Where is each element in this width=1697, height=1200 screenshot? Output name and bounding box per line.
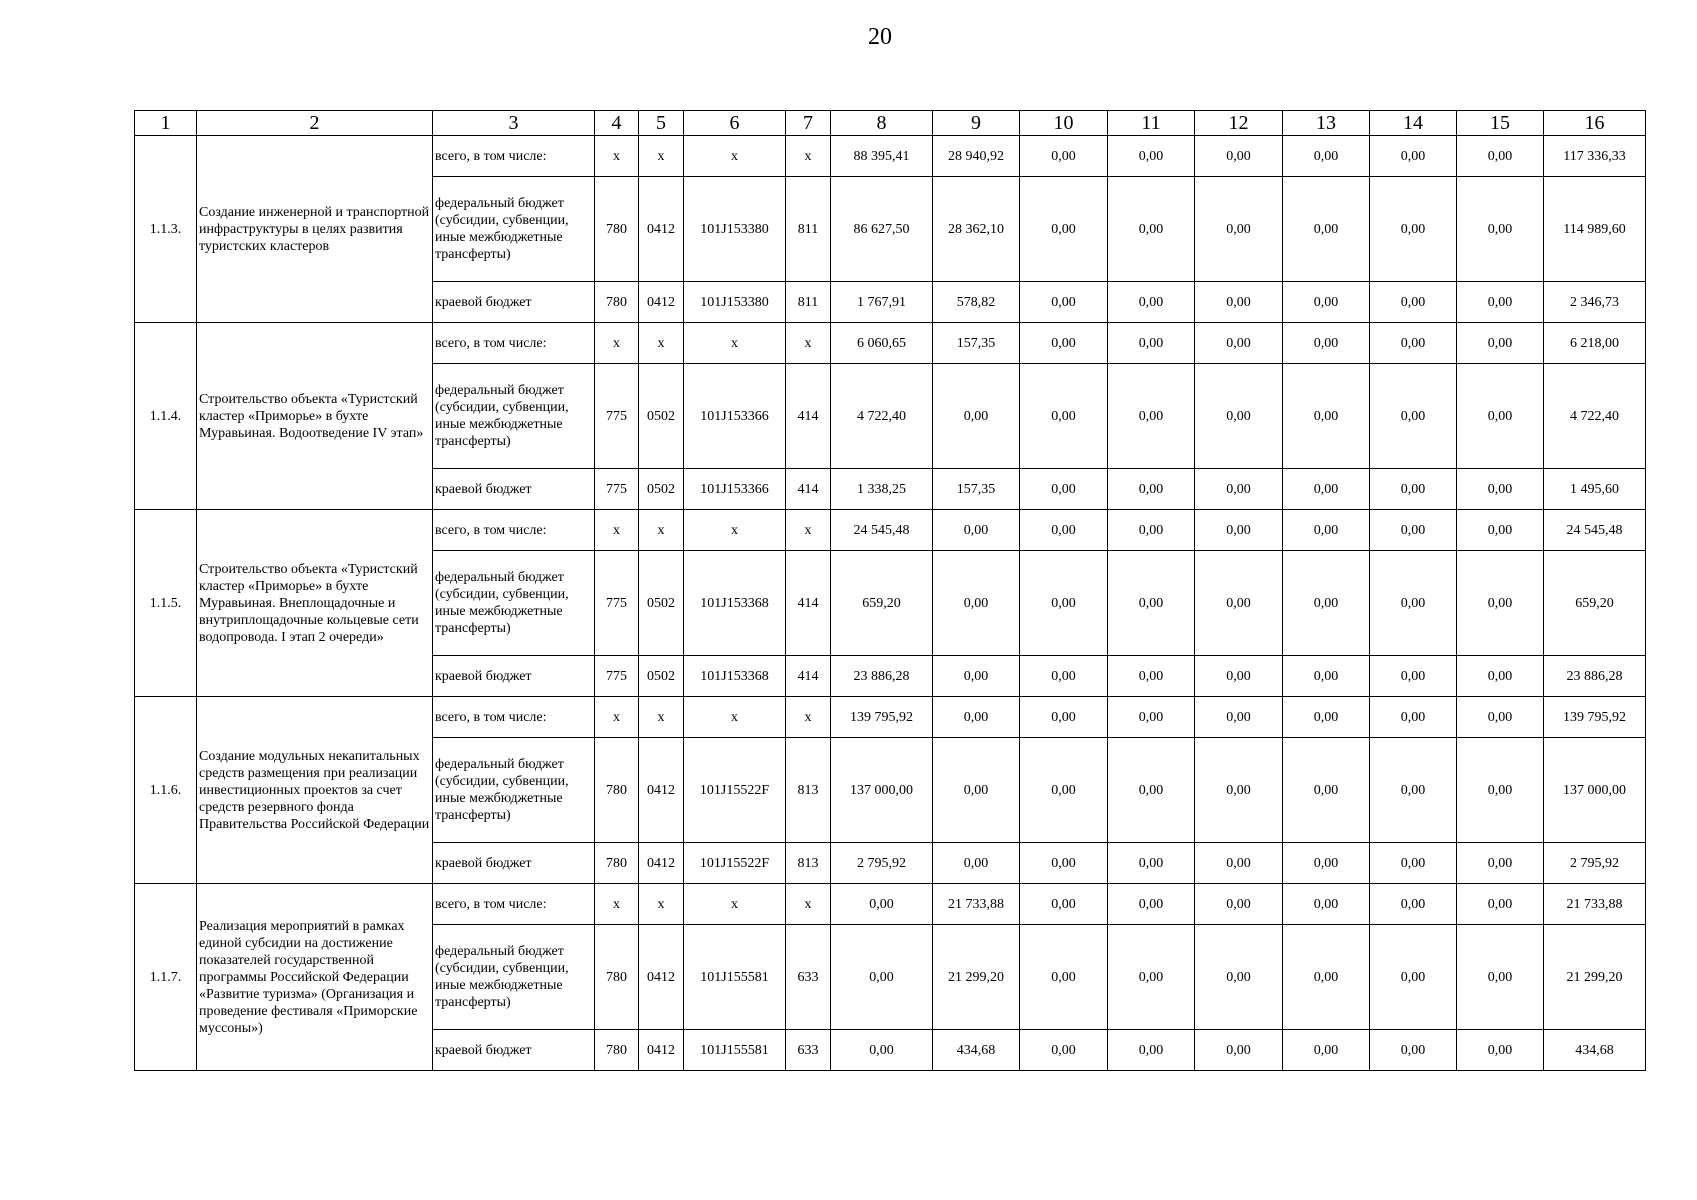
year-value: 0,00 bbox=[1108, 738, 1195, 843]
year-value: 0,00 bbox=[1195, 323, 1283, 364]
column-header-1: 1 bbox=[135, 111, 197, 136]
section-code: x bbox=[639, 884, 684, 925]
gov-code: x bbox=[595, 884, 639, 925]
header-row bbox=[135, 111, 1646, 136]
target-article: x bbox=[684, 697, 786, 738]
year-value: 0,00 bbox=[1108, 925, 1195, 1030]
total-value: 21 733,88 bbox=[1544, 884, 1646, 925]
year-value: 0,00 bbox=[1283, 656, 1370, 697]
expense-type: x bbox=[786, 697, 831, 738]
item-number: 1.1.5. bbox=[135, 510, 197, 697]
year-value: 0,00 bbox=[1108, 843, 1195, 884]
gov-code: x bbox=[595, 323, 639, 364]
table-body bbox=[135, 136, 1646, 1071]
year-value: 0,00 bbox=[1370, 469, 1457, 510]
funding-source: федеральный бюджет (субсидии, субвенции, иные межбюджетные трансферты) bbox=[433, 925, 595, 1030]
item-number: 1.1.4. bbox=[135, 323, 197, 510]
gov-code: x bbox=[595, 510, 639, 551]
total-value: 24 545,48 bbox=[1544, 510, 1646, 551]
expense-type: 633 bbox=[786, 1030, 831, 1071]
year-value: 0,00 bbox=[1283, 843, 1370, 884]
year-value: 0,00 bbox=[1020, 364, 1108, 469]
column-header-7: 7 bbox=[786, 111, 831, 136]
target-article: 101J155581 bbox=[684, 1030, 786, 1071]
funding-source: всего, в том числе: bbox=[433, 697, 595, 738]
column-header-14: 14 bbox=[1370, 111, 1457, 136]
year-value: 0,00 bbox=[1020, 551, 1108, 656]
year-value: 0,00 bbox=[1195, 510, 1283, 551]
year-value: 0,00 bbox=[1457, 136, 1544, 177]
year-value: 88 395,41 bbox=[831, 136, 933, 177]
column-header-3: 3 bbox=[433, 111, 595, 136]
year-value: 0,00 bbox=[1108, 469, 1195, 510]
year-value: 0,00 bbox=[933, 510, 1020, 551]
total-value: 2 795,92 bbox=[1544, 843, 1646, 884]
year-value: 0,00 bbox=[1020, 469, 1108, 510]
item-number: 1.1.6. bbox=[135, 697, 197, 884]
section-code: 0412 bbox=[639, 843, 684, 884]
year-value: 1 338,25 bbox=[831, 469, 933, 510]
year-value: 86 627,50 bbox=[831, 177, 933, 282]
gov-code: x bbox=[595, 136, 639, 177]
year-value: 0,00 bbox=[1020, 323, 1108, 364]
year-value: 1 767,91 bbox=[831, 282, 933, 323]
section-code: 0502 bbox=[639, 469, 684, 510]
expense-type: x bbox=[786, 323, 831, 364]
year-value: 0,00 bbox=[1020, 925, 1108, 1030]
section-code: x bbox=[639, 510, 684, 551]
expense-type: x bbox=[786, 510, 831, 551]
year-value: 0,00 bbox=[1283, 136, 1370, 177]
year-value: 0,00 bbox=[1195, 925, 1283, 1030]
year-value: 0,00 bbox=[1283, 884, 1370, 925]
section-code: 0412 bbox=[639, 177, 684, 282]
item-number: 1.1.7. bbox=[135, 884, 197, 1071]
total-value: 659,20 bbox=[1544, 551, 1646, 656]
total-value: 114 989,60 bbox=[1544, 177, 1646, 282]
year-value: 0,00 bbox=[1370, 136, 1457, 177]
year-value: 0,00 bbox=[1108, 884, 1195, 925]
year-value: 0,00 bbox=[1195, 551, 1283, 656]
year-value: 0,00 bbox=[1457, 925, 1544, 1030]
year-value: 0,00 bbox=[1195, 656, 1283, 697]
gov-code: x bbox=[595, 697, 639, 738]
section-code: 0502 bbox=[639, 656, 684, 697]
expense-type: 813 bbox=[786, 738, 831, 843]
year-value: 0,00 bbox=[933, 656, 1020, 697]
year-value: 0,00 bbox=[831, 925, 933, 1030]
year-value: 0,00 bbox=[1108, 177, 1195, 282]
section-code: 0412 bbox=[639, 925, 684, 1030]
year-value: 0,00 bbox=[1370, 1030, 1457, 1071]
target-article: x bbox=[684, 884, 786, 925]
funding-source: краевой бюджет bbox=[433, 656, 595, 697]
total-value: 137 000,00 bbox=[1544, 738, 1646, 843]
year-value: 0,00 bbox=[1370, 510, 1457, 551]
section-code: x bbox=[639, 697, 684, 738]
item-title: Создание инженерной и транспортной инфраструктуры в целях развития туристских кластеров bbox=[197, 136, 433, 323]
year-value: 4 722,40 bbox=[831, 364, 933, 469]
year-value: 0,00 bbox=[1370, 551, 1457, 656]
gov-code: 780 bbox=[595, 282, 639, 323]
column-header-4: 4 bbox=[595, 111, 639, 136]
expense-type: x bbox=[786, 884, 831, 925]
year-value: 0,00 bbox=[1370, 656, 1457, 697]
total-value: 2 346,73 bbox=[1544, 282, 1646, 323]
page-number: 20 bbox=[868, 24, 892, 50]
year-value: 0,00 bbox=[1370, 925, 1457, 1030]
year-value: 0,00 bbox=[1283, 510, 1370, 551]
year-value: 0,00 bbox=[1195, 364, 1283, 469]
column-header-6: 6 bbox=[684, 111, 786, 136]
year-value: 6 060,65 bbox=[831, 323, 933, 364]
year-value: 0,00 bbox=[1457, 469, 1544, 510]
year-value: 24 545,48 bbox=[831, 510, 933, 551]
target-article: 101J15522F bbox=[684, 843, 786, 884]
year-value: 0,00 bbox=[1108, 282, 1195, 323]
total-value: 1 495,60 bbox=[1544, 469, 1646, 510]
section-code: x bbox=[639, 136, 684, 177]
total-value: 117 336,33 bbox=[1544, 136, 1646, 177]
total-value: 23 886,28 bbox=[1544, 656, 1646, 697]
year-value: 0,00 bbox=[1457, 551, 1544, 656]
year-value: 0,00 bbox=[1283, 738, 1370, 843]
year-value: 0,00 bbox=[1195, 1030, 1283, 1071]
year-value: 0,00 bbox=[831, 884, 933, 925]
year-value: 0,00 bbox=[933, 551, 1020, 656]
item-title: Строительство объекта «Туристский кластер «Приморье» в бухте Муравьиная. Внеплощадочные и внутриплощадочные кольцевые сети водопровода. I этап 2 очереди» bbox=[197, 510, 433, 697]
funding-source: краевой бюджет bbox=[433, 843, 595, 884]
year-value: 0,00 bbox=[1108, 551, 1195, 656]
target-article: 101J153368 bbox=[684, 551, 786, 656]
column-header-11: 11 bbox=[1108, 111, 1195, 136]
column-header-8: 8 bbox=[831, 111, 933, 136]
table-row bbox=[135, 510, 1646, 551]
year-value: 0,00 bbox=[1195, 469, 1283, 510]
year-value: 0,00 bbox=[1195, 177, 1283, 282]
year-value: 0,00 bbox=[1283, 697, 1370, 738]
expense-type: 414 bbox=[786, 656, 831, 697]
year-value: 0,00 bbox=[1370, 177, 1457, 282]
year-value: 0,00 bbox=[1283, 551, 1370, 656]
year-value: 157,35 bbox=[933, 469, 1020, 510]
funding-source: краевой бюджет bbox=[433, 1030, 595, 1071]
table-row bbox=[135, 884, 1646, 925]
funding-source: федеральный бюджет (субсидии, субвенции, иные межбюджетные трансферты) bbox=[433, 177, 595, 282]
year-value: 0,00 bbox=[1370, 843, 1457, 884]
target-article: 101J153366 bbox=[684, 364, 786, 469]
year-value: 0,00 bbox=[1108, 323, 1195, 364]
column-header-9: 9 bbox=[933, 111, 1020, 136]
total-value: 4 722,40 bbox=[1544, 364, 1646, 469]
year-value: 0,00 bbox=[1457, 656, 1544, 697]
year-value: 0,00 bbox=[933, 843, 1020, 884]
target-article: 101J153380 bbox=[684, 282, 786, 323]
section-code: 0412 bbox=[639, 1030, 684, 1071]
year-value: 0,00 bbox=[1457, 697, 1544, 738]
item-title: Создание модульных некапитальных средств размещения при реализации инвестиционных проектов за счет средств резервного фонда Правительства Российской Федерации bbox=[197, 697, 433, 884]
column-header-12: 12 bbox=[1195, 111, 1283, 136]
year-value: 0,00 bbox=[1457, 282, 1544, 323]
year-value: 0,00 bbox=[1108, 510, 1195, 551]
section-code: 0502 bbox=[639, 364, 684, 469]
year-value: 28 940,92 bbox=[933, 136, 1020, 177]
year-value: 0,00 bbox=[1108, 136, 1195, 177]
year-value: 0,00 bbox=[1457, 177, 1544, 282]
column-header-5: 5 bbox=[639, 111, 684, 136]
year-value: 0,00 bbox=[1457, 843, 1544, 884]
expense-type: 633 bbox=[786, 925, 831, 1030]
year-value: 0,00 bbox=[1195, 282, 1283, 323]
year-value: 0,00 bbox=[1283, 177, 1370, 282]
section-code: 0412 bbox=[639, 282, 684, 323]
funding-source: федеральный бюджет (субсидии, субвенции, иные межбюджетные трансферты) bbox=[433, 738, 595, 843]
year-value: 0,00 bbox=[831, 1030, 933, 1071]
year-value: 0,00 bbox=[1020, 884, 1108, 925]
year-value: 0,00 bbox=[1020, 1030, 1108, 1071]
year-value: 0,00 bbox=[1020, 697, 1108, 738]
year-value: 0,00 bbox=[933, 738, 1020, 843]
year-value: 434,68 bbox=[933, 1030, 1020, 1071]
year-value: 0,00 bbox=[1020, 282, 1108, 323]
expense-type: 414 bbox=[786, 469, 831, 510]
year-value: 0,00 bbox=[1283, 282, 1370, 323]
expense-type: x bbox=[786, 136, 831, 177]
table-row bbox=[135, 136, 1646, 177]
funding-source: краевой бюджет bbox=[433, 282, 595, 323]
target-article: x bbox=[684, 136, 786, 177]
target-article: x bbox=[684, 510, 786, 551]
year-value: 0,00 bbox=[1370, 697, 1457, 738]
gov-code: 775 bbox=[595, 551, 639, 656]
funding-source: всего, в том числе: bbox=[433, 323, 595, 364]
year-value: 0,00 bbox=[1020, 510, 1108, 551]
year-value: 23 886,28 bbox=[831, 656, 933, 697]
year-value: 0,00 bbox=[1020, 136, 1108, 177]
target-article: 101J15522F bbox=[684, 738, 786, 843]
total-value: 6 218,00 bbox=[1544, 323, 1646, 364]
year-value: 0,00 bbox=[1195, 136, 1283, 177]
year-value: 0,00 bbox=[1283, 1030, 1370, 1071]
target-article: 101J153380 bbox=[684, 177, 786, 282]
gov-code: 775 bbox=[595, 656, 639, 697]
table-row bbox=[135, 323, 1646, 364]
gov-code: 780 bbox=[595, 925, 639, 1030]
target-article: 101J153368 bbox=[684, 656, 786, 697]
item-title: Реализация мероприятий в рамках единой субсидии на достижение показателей государственной программы Российской Федерации «Развитие туризма» (Организация и проведение фестиваля «Приморские муссоны») bbox=[197, 884, 433, 1071]
table-row bbox=[135, 697, 1646, 738]
year-value: 0,00 bbox=[1020, 656, 1108, 697]
column-header-10: 10 bbox=[1020, 111, 1108, 136]
year-value: 0,00 bbox=[1020, 738, 1108, 843]
year-value: 0,00 bbox=[1457, 510, 1544, 551]
funding-source: всего, в том числе: bbox=[433, 136, 595, 177]
year-value: 0,00 bbox=[1283, 925, 1370, 1030]
year-value: 21 733,88 bbox=[933, 884, 1020, 925]
year-value: 0,00 bbox=[1370, 282, 1457, 323]
year-value: 0,00 bbox=[1370, 884, 1457, 925]
year-value: 0,00 bbox=[1370, 323, 1457, 364]
section-code: 0412 bbox=[639, 738, 684, 843]
target-article: x bbox=[684, 323, 786, 364]
funding-source: федеральный бюджет (субсидии, субвенции, иные межбюджетные трансферты) bbox=[433, 364, 595, 469]
year-value: 0,00 bbox=[1108, 364, 1195, 469]
gov-code: 780 bbox=[595, 738, 639, 843]
year-value: 0,00 bbox=[1370, 738, 1457, 843]
year-value: 0,00 bbox=[1020, 177, 1108, 282]
expense-type: 813 bbox=[786, 843, 831, 884]
year-value: 659,20 bbox=[831, 551, 933, 656]
gov-code: 780 bbox=[595, 177, 639, 282]
year-value: 0,00 bbox=[1195, 884, 1283, 925]
year-value: 0,00 bbox=[1108, 656, 1195, 697]
year-value: 28 362,10 bbox=[933, 177, 1020, 282]
section-code: x bbox=[639, 323, 684, 364]
year-value: 0,00 bbox=[933, 697, 1020, 738]
year-value: 0,00 bbox=[1283, 469, 1370, 510]
target-article: 101J153366 bbox=[684, 469, 786, 510]
year-value: 0,00 bbox=[1370, 364, 1457, 469]
year-value: 0,00 bbox=[1020, 843, 1108, 884]
year-value: 0,00 bbox=[1195, 697, 1283, 738]
item-number: 1.1.3. bbox=[135, 136, 197, 323]
expense-type: 811 bbox=[786, 282, 831, 323]
year-value: 21 299,20 bbox=[933, 925, 1020, 1030]
funding-source: всего, в том числе: bbox=[433, 510, 595, 551]
column-header-15: 15 bbox=[1457, 111, 1544, 136]
gov-code: 775 bbox=[595, 469, 639, 510]
item-title: Строительство объекта «Туристский кластер «Приморье» в бухте Муравьиная. Водоотведение IV этап» bbox=[197, 323, 433, 510]
year-value: 0,00 bbox=[1457, 738, 1544, 843]
year-value: 0,00 bbox=[933, 364, 1020, 469]
year-value: 0,00 bbox=[1457, 884, 1544, 925]
year-value: 157,35 bbox=[933, 323, 1020, 364]
year-value: 0,00 bbox=[1457, 1030, 1544, 1071]
total-value: 139 795,92 bbox=[1544, 697, 1646, 738]
gov-code: 780 bbox=[595, 843, 639, 884]
gov-code: 775 bbox=[595, 364, 639, 469]
budget-table bbox=[134, 110, 1646, 1071]
column-header-13: 13 bbox=[1283, 111, 1370, 136]
total-value: 434,68 bbox=[1544, 1030, 1646, 1071]
year-value: 0,00 bbox=[1108, 697, 1195, 738]
year-value: 0,00 bbox=[1457, 364, 1544, 469]
column-header-16: 16 bbox=[1544, 111, 1646, 136]
funding-source: всего, в том числе: bbox=[433, 884, 595, 925]
expense-type: 414 bbox=[786, 364, 831, 469]
year-value: 2 795,92 bbox=[831, 843, 933, 884]
year-value: 0,00 bbox=[1195, 738, 1283, 843]
section-code: 0502 bbox=[639, 551, 684, 656]
year-value: 0,00 bbox=[1108, 1030, 1195, 1071]
year-value: 0,00 bbox=[1457, 323, 1544, 364]
year-value: 137 000,00 bbox=[831, 738, 933, 843]
year-value: 0,00 bbox=[1283, 364, 1370, 469]
year-value: 0,00 bbox=[1283, 323, 1370, 364]
year-value: 0,00 bbox=[1195, 843, 1283, 884]
funding-source: краевой бюджет bbox=[433, 469, 595, 510]
expense-type: 414 bbox=[786, 551, 831, 656]
target-article: 101J155581 bbox=[684, 925, 786, 1030]
gov-code: 780 bbox=[595, 1030, 639, 1071]
funding-source: федеральный бюджет (субсидии, субвенции, иные межбюджетные трансферты) bbox=[433, 551, 595, 656]
column-header-2: 2 bbox=[197, 111, 433, 136]
total-value: 21 299,20 bbox=[1544, 925, 1646, 1030]
expense-type: 811 bbox=[786, 177, 831, 282]
year-value: 578,82 bbox=[933, 282, 1020, 323]
year-value: 139 795,92 bbox=[831, 697, 933, 738]
